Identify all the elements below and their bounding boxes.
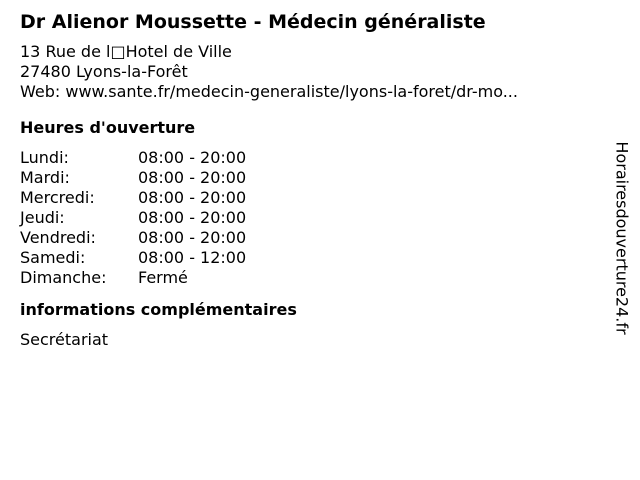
hours-value: 08:00 - 20:00	[138, 168, 247, 187]
day-label: Mardi:	[20, 168, 70, 187]
page-title: Dr Alienor Moussette - Médecin généraliste	[20, 11, 486, 33]
hours-row-monday	[20, 148, 600, 168]
day-label: Mercredi:	[20, 188, 95, 207]
hours-heading: Heures d'ouverture	[20, 118, 196, 137]
hours-row-tuesday	[20, 168, 600, 188]
hours-row-friday	[20, 228, 600, 248]
hours-value: 08:00 - 12:00	[138, 248, 247, 267]
hours-row-saturday	[20, 248, 600, 268]
site-brand-vertical: Horairesdouverture24.fr	[612, 141, 632, 335]
day-label: Dimanche:	[20, 268, 107, 287]
hours-row-thursday	[20, 208, 600, 228]
hours-row-wednesday	[20, 188, 600, 208]
day-label: Jeudi:	[20, 208, 65, 227]
hours-value: 08:00 - 20:00	[138, 228, 247, 247]
hours-row-sunday	[20, 268, 600, 288]
day-label: Vendredi:	[20, 228, 96, 247]
hours-table	[20, 148, 600, 288]
listing-card	[20, 8, 600, 350]
website-link[interactable]: Web: www.sante.fr/medecin-generaliste/lyons-la-foret/dr-mo...	[20, 82, 518, 101]
address-street: 13 Rue de l□Hotel de Ville	[20, 42, 232, 61]
info-heading: informations complémentaires	[20, 300, 297, 319]
hours-value: Fermé	[138, 268, 188, 287]
day-label: Lundi:	[20, 148, 69, 167]
hours-value: 08:00 - 20:00	[138, 148, 247, 167]
day-label: Samedi:	[20, 248, 86, 267]
address-city: 27480 Lyons-la-Forêt	[20, 62, 188, 81]
hours-value: 08:00 - 20:00	[138, 188, 247, 207]
hours-value: 08:00 - 20:00	[138, 208, 247, 227]
info-text: Secrétariat	[20, 330, 109, 349]
address-block	[20, 42, 600, 102]
